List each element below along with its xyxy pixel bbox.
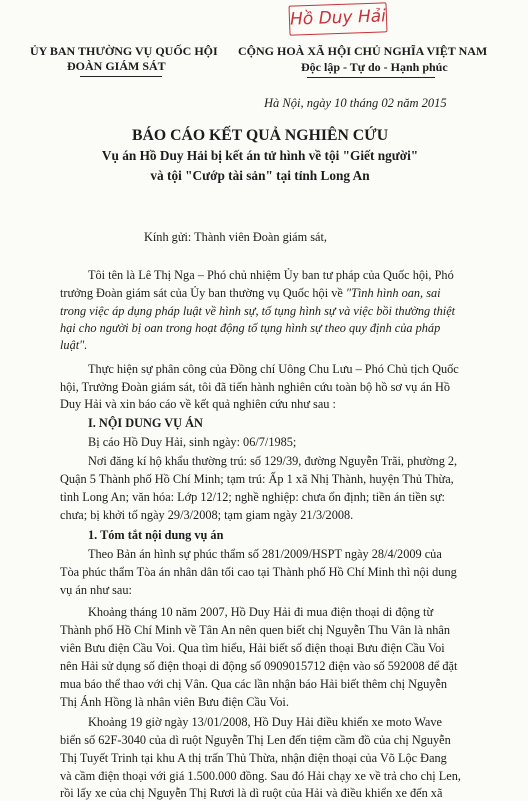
handwritten-name-stamp: Hồ Duy Hải (289, 2, 388, 35)
body-line: Nơi đăng kí hộ khẩu thường trú: số 129/39, đường Nguyễn Trãi, phường 2, (88, 454, 458, 468)
body-line: Quận 5 Thành phố Hồ Chí Minh; tạm trú: Ấp 1 xã Nhị Thành, huyện Thủ Thừa, (60, 472, 454, 486)
body-line: chưa; bị khởi tố ngày 29/3/2008; tạm giam ngày 21/3/2008. (60, 508, 354, 522)
body-line: Thị Ánh Hồng là nhân viên Bưu điện Cầu Voi. (60, 695, 289, 709)
body-line: tỉnh Long An; văn hóa: Lớp 12/12; nghề nghiệp: chưa ổn định; tiền án tiền sự: (60, 490, 445, 504)
agency-underline (80, 76, 162, 77)
body-line: trưởng Đoàn giám sát của Ủy ban thường vụ Quốc hội về "Tình hình oan, sai (60, 286, 441, 300)
body-line: viên Bưu điện Cầu Voi. Qua tìm hiểu, Hải biết số điện thoại Bưu điện Cầu Voi (60, 641, 445, 655)
body-line: Theo Bản án hình sự phúc thẩm số 281/2009/HSPT ngày 28/4/2009 của (88, 547, 442, 561)
body-line: vụ án như sau: (60, 583, 132, 597)
national-title: CỘNG HOÀ XÃ HỘI CHỦ NGHĨA VIỆT NAM (238, 44, 488, 58)
body-line: Khoảng tháng 10 năm 2007, Hồ Duy Hải đi mua điện thoại di động từ (88, 605, 434, 619)
body-line: Tôi tên là Lê Thị Nga – Phó chủ nhiệm Ủy ban tư pháp của Quốc hội, Phó (88, 268, 454, 282)
body-line: rồi lấy xe của chị Nguyễn Thị Rươi là dì ruột của Hải và điều khiển xe đến xã (60, 786, 443, 800)
body-line: biển số 62F-3040 của dì ruột Nguyễn Thị Len đến tiệm cầm đồ của chị Nguyễn (60, 733, 451, 747)
report-subtitle-line2: và tội "Cướp tài sản" tại tỉnh Long An (150, 168, 370, 183)
body-line: nên Hải sử dụng số điện thoại di động số 0909015712 điện vào số 592008 để đặt (60, 659, 458, 673)
document-date: Hà Nội, ngày 10 tháng 02 năm 2015 (264, 96, 447, 110)
body-line: hội, Trưởng Đoàn giám sát, tôi đã tiến hành nghiên cứu toàn bộ hồ sơ vụ án Hồ (60, 380, 451, 394)
section-heading: I. NỘI DUNG VỤ ÁN (88, 416, 203, 430)
body-line: hại cho người bị oan trong hoạt động tố tụng hình sự theo quy định của pháp (60, 321, 441, 335)
body-line: Bị cáo Hồ Duy Hải, sinh ngày: 06/7/1985; (88, 435, 297, 449)
body-line: Duy Hải và xin báo cáo về kết quả nghiên cứu như sau : (60, 397, 336, 411)
motto-underline (307, 77, 435, 78)
body-line: và cầm điện thoại với giá 1.500.000 đồng. Sau đó Hải chạy xe về trả cho chị Len, (60, 769, 461, 783)
national-motto: Độc lập - Tự do - Hạnh phúc (301, 60, 448, 74)
agency-line2: ĐOÀN GIÁM SÁT (67, 59, 166, 73)
body-line: Khoảng 19 giờ ngày 13/01/2008, Hồ Duy Hải điều khiển xe moto Wave (88, 715, 442, 729)
subsection-heading: 1. Tóm tắt nội dung vụ án (88, 528, 224, 542)
greeting: Kính gửi: Thành viên Đoàn giám sát, (144, 230, 328, 244)
report-subtitle-line1: Vụ án Hồ Duy Hải bị kết án tử hình về tội "Giết người" (101, 148, 419, 163)
body-line: Tòa phúc thẩm Tòa án nhân dân tối cao tại Thành phố Hồ Chí Minh thì nội dung (60, 565, 457, 579)
body-line: luật". (60, 338, 88, 352)
report-title: BÁO CÁO KẾT QUẢ NGHIÊN CỨU (131, 127, 389, 144)
agency-line1: ỦY BAN THƯỜNG VỤ QUỐC HỘI (30, 44, 218, 58)
body-line: Thực hiện sự phân công của Đồng chí Uông Chu Lưu – Phó Chủ tịch Quốc (88, 362, 459, 376)
body-line: Thành phố Hồ Chí Minh về Tân An nên quen biết chị Nguyễn Thu Vân là nhân (60, 623, 451, 637)
body-line: trong việc áp dụng pháp luật về hình sự, tố tụng hình sự và việc bồi thường thiệt (60, 304, 456, 318)
body-line: mua báo thể thao với chị Vân. Qua các lần nhận báo Hải biết thêm chị Nguyễn (60, 677, 448, 691)
body-line: Thị Tuyết Trinh tại khu A thị trấn Thủ Thừa, nhận điện thoại của Võ Lộc Đang (60, 751, 447, 765)
